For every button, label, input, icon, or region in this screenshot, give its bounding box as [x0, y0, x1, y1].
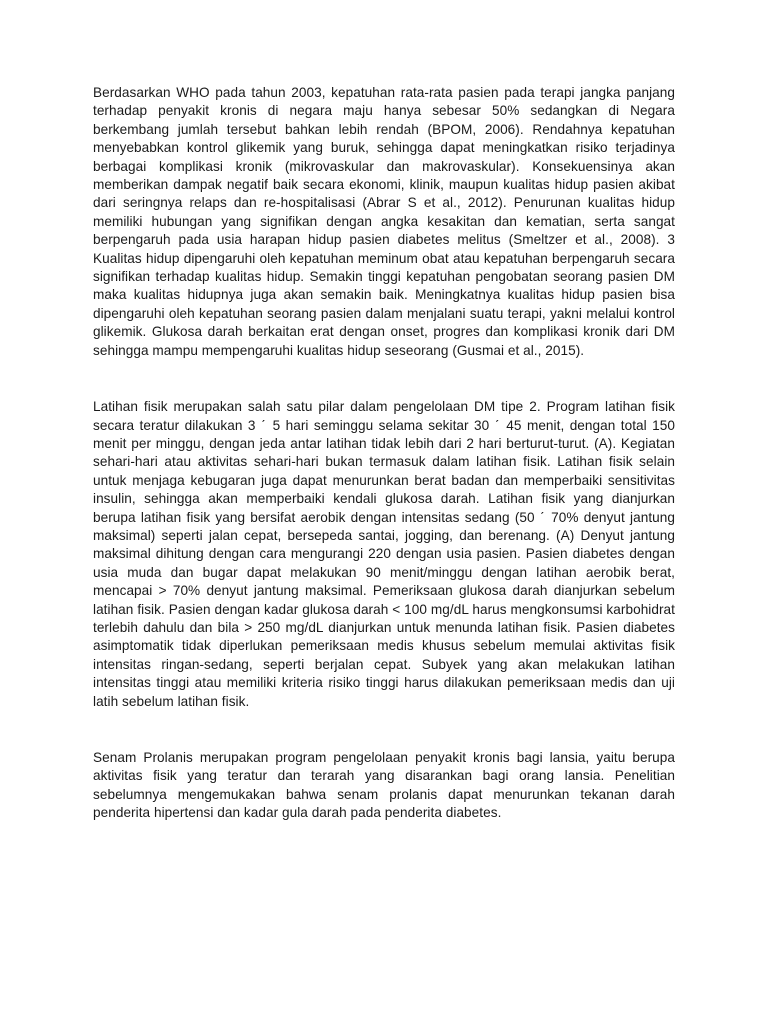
paragraph-kepatuhan: Berdasarkan WHO pada tahun 2003, kepatuhan rata-rata pasien pada terapi jangka panjang terhadap penyakit kronis di negara maju hanya sebesar 50% sedangkan di Negara berkembang jumlah tersebut bahkan lebih rendah (BPOM, 2006). Rendahnya kepatuhan menyebabkan kontrol glikemik yang buruk, sehingga dapat meningkatkan risiko terjadinya berbagai komplikasi kronik (mikrovaskular dan makrovaskular). Konsekuensinya akan memberikan dampak negatif baik secara ekonomi, klinik, maupun kualitas hidup pasien akibat dari seringnya relaps dan re-hospitalisasi (Abrar S et al., 2012). Penurunan kualitas hidup memiliki hubungan yang signifikan dengan angka kesakitan dan kematian, serta sangat berpengaruh pada usia harapan hidup pasien diabetes melitus (Smeltzer et al., 2008). 3 Kualitas hidup dipengaruhi oleh kepatuhan meminum obat atau kepatuhan berpengaruh secara signifikan terhadap kualitas hidup. Semakin tinggi kepatuhan pengobatan seorang pasien DM maka kualitas hidupnya juga akan semakin baik. Meningkatnya kualitas hidup pasien bisa dipengaruhi oleh kepatuhan seorang pasien dalam menjalani suatu terapi, yakni melalui kontrol glikemik. Glukosa darah berkaitan erat dengan onset, progres dan komplikasi kronik dari DM sehingga mampu mempengaruhi kualitas hidup seseorang (Gusmai et al., 2015).	[93, 85, 675, 358]
paragraph-latihan-fisik: Latihan fisik merupakan salah satu pilar dalam pengelolaan DM tipe 2. Program latihan fisik secara teratur dilakukan 3 ˊ 5 hari seminggu selama sekitar 30 ˊ 45 menit, dengan total 150 menit per minggu, dengan jeda antar latihan tidak lebih dari 2 hari berturut-turut. (A). Kegiatan sehari-hari atau aktivitas sehari-hari bukan termasuk dalam latihan fisik. Latihan fisik selain untuk menjaga kebugaran juga dapat menurunkan berat badan dan memperbaiki sensitivitas insulin, sehingga akan memperbaiki kendali glukosa darah. Latihan fisik yang dianjurkan berupa latihan fisik yang bersifat aerobik dengan intensitas sedang (50 ˊ 70% denyut jantung maksimal) seperti jalan cepat, bersepeda santai, jogging, dan berenang. (A) Denyut jantung maksimal dihitung dengan cara mengurangi 220 dengan usia pasien. Pasien diabetes dengan usia muda dan bugar dapat melakukan 90 menit/minggu dengan latihan aerobik berat, mencapai > 70% denyut jantung maksimal. Pemeriksaan glukosa darah dianjurkan sebelum latihan fisik. Pasien dengan kadar glukosa darah < 100 mg/dL harus mengkonsumsi karbohidrat terlebih dahulu dan bila > 250 mg/dL dianjurkan untuk menunda latihan fisik. Pasien diabetes asimptomatik tidak diperlukan pemeriksaan medis khusus sebelum memulai aktivitas fisik intensitas ringan-sedang, seperti berjalan cepat. Subyek yang akan melakukan latihan intensitas tinggi atau memiliki kriteria risiko tinggi harus dilakukan pemeriksaan medis dan uji latih sebelum latihan fisik.	[93, 399, 675, 709]
document-body	[93, 84, 675, 823]
paragraph-senam-prolanis: Senam Prolanis merupakan program pengelolaan penyakit kronis bagi lansia, yaitu berupa aktivitas fisik yang teratur dan terarah yang disarankan bagi orang lansia. Penelitian sebelumnya mengemukakan bahwa senam prolanis dapat menurunkan tekanan darah penderita hipertensi dan kadar gula darah pada penderita diabetes.	[93, 750, 675, 821]
